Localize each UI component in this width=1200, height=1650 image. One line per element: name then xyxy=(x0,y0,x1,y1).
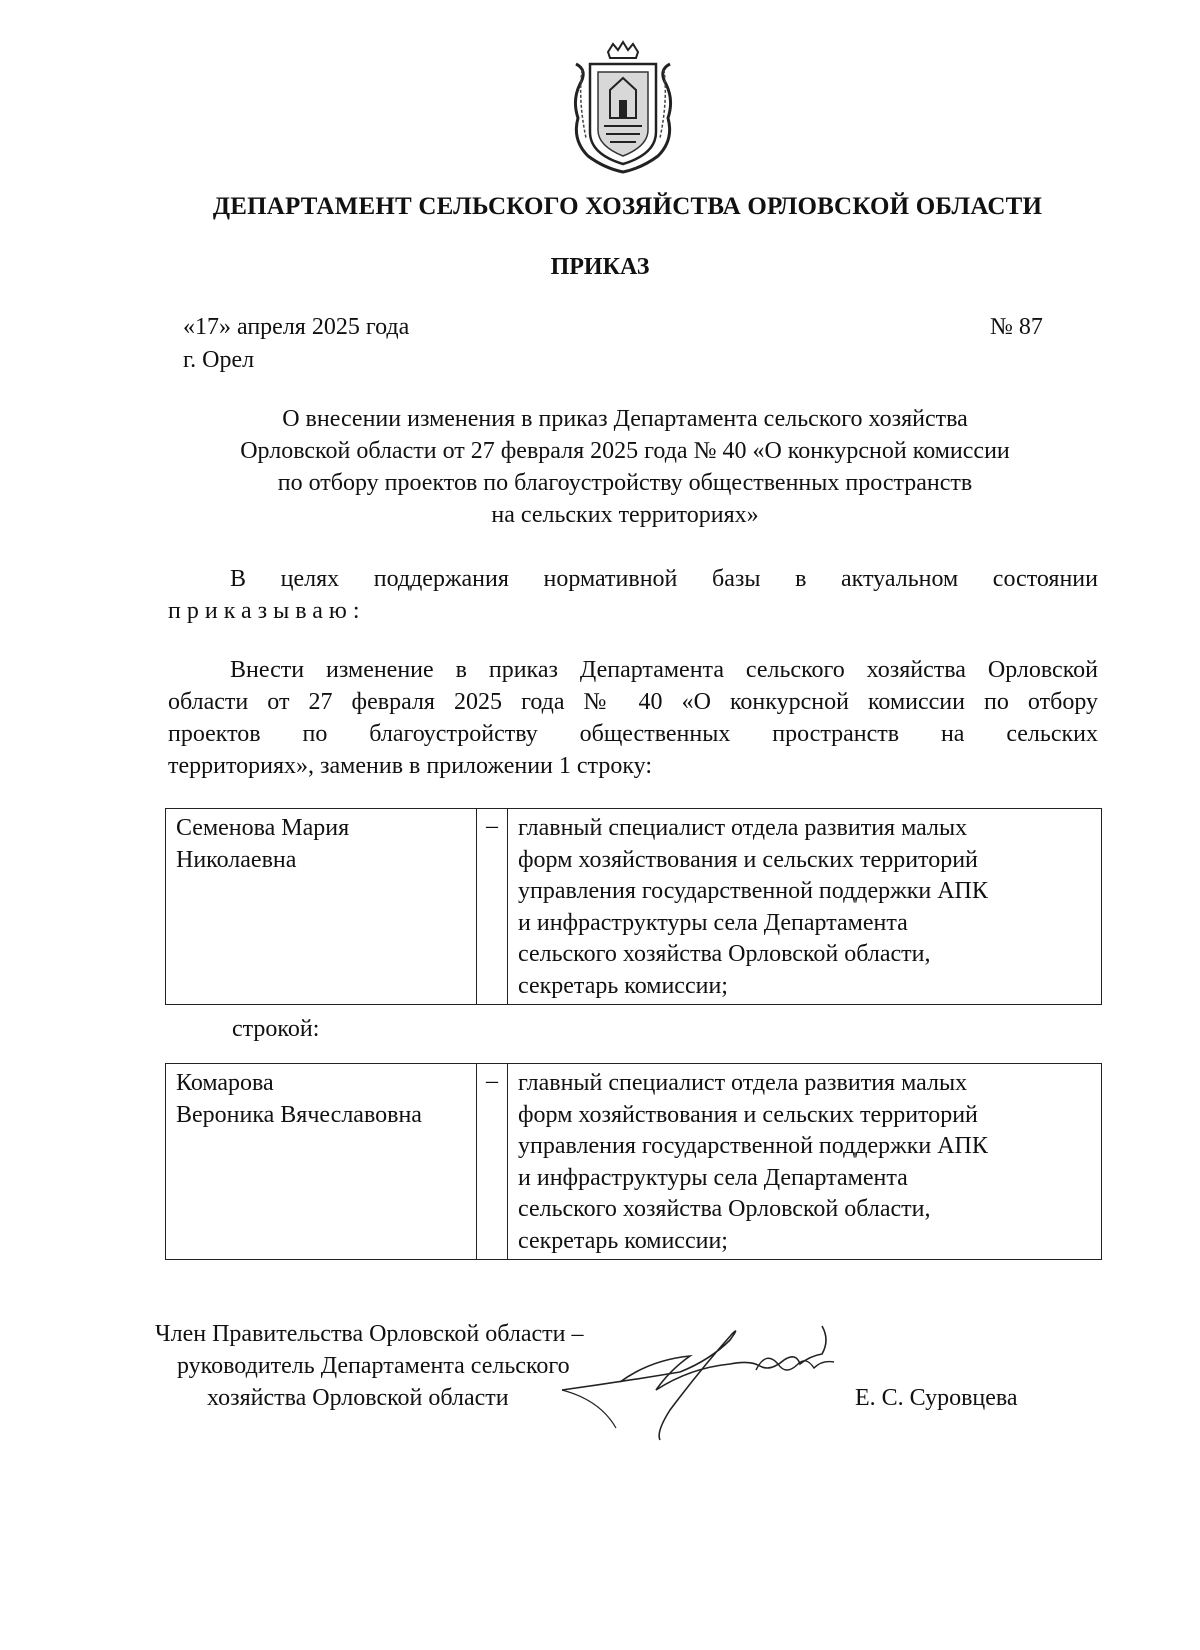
order-line: территориях», заменив в приложении 1 строку: xyxy=(168,753,652,779)
old-entry-role xyxy=(508,809,1102,1005)
preamble-line: В целях поддержания нормативной базы в актуальном состоянии xyxy=(230,566,1098,592)
new-entry-name xyxy=(166,1064,477,1260)
new-entry-dash: – xyxy=(477,1064,508,1260)
signature-icon xyxy=(560,1320,860,1450)
role-line: секретарь комиссии; xyxy=(518,972,728,999)
new-entry-role xyxy=(508,1064,1102,1260)
role-line: главный специалист отдела развития малых xyxy=(518,1070,968,1096)
coat-of-arms-icon xyxy=(568,40,678,175)
order-city: г. Орел xyxy=(183,347,255,373)
department-title: ДЕПАРТАМЕНТ СЕЛЬСКОГО ХОЗЯЙСТВА ОРЛОВСКОЙ ОБЛАСТИ xyxy=(212,193,1043,220)
signer-name: Е. С. Суровцева xyxy=(855,1385,1018,1411)
subject-line: на сельских территориях» xyxy=(491,502,759,528)
order-number: № 87 xyxy=(990,314,1043,340)
role-line: форм хозяйствования и сельских территорий xyxy=(518,1101,978,1128)
name-line: Вероника Вячеславовна xyxy=(176,1101,422,1128)
order-paragraph xyxy=(168,654,1098,782)
role-line: сельского хозяйства Орловской области, xyxy=(518,941,931,967)
name-line: Николаевна xyxy=(176,846,297,873)
order-line: проектов по благоустройству общественных пространств на сельских xyxy=(168,721,1098,747)
replacement-label: строкой: xyxy=(232,1016,320,1042)
subject-line: Орловской области от 27 февраля 2025 года № 40 «О конкурсной комиссии xyxy=(240,438,1010,464)
new-entry-table xyxy=(165,1063,1102,1260)
order-subject xyxy=(160,403,1090,531)
document-type: ПРИКАЗ xyxy=(550,254,650,280)
old-entry-dash: – xyxy=(477,809,508,1005)
role-line: главный специалист отдела развития малых xyxy=(518,815,968,841)
role-line: и инфраструктуры села Департамента xyxy=(518,909,908,936)
table-row xyxy=(166,1064,1102,1260)
role-line: сельского хозяйства Орловской области, xyxy=(518,1196,931,1222)
role-line: секретарь комиссии; xyxy=(518,1227,728,1254)
signer-position xyxy=(155,1318,583,1414)
role-line: и инфраструктуры села Департамента xyxy=(518,1164,908,1191)
preamble-paragraph xyxy=(168,563,1098,627)
role-line: управления государственной поддержки АПК xyxy=(518,1133,988,1159)
table-row xyxy=(166,809,1102,1005)
role-line: управления государственной поддержки АПК xyxy=(518,878,988,904)
old-entry-table xyxy=(165,808,1102,1005)
role-line: форм хозяйствования и сельских территорий xyxy=(518,846,978,873)
order-line: области от 27 февраля 2025 года № 40 «О конкурсной комиссии по отбору xyxy=(168,689,1098,715)
position-line: хозяйства Орловской области xyxy=(207,1385,509,1411)
position-line: Член Правительства Орловской области – xyxy=(155,1321,584,1347)
order-line: Внести изменение в приказ Департамента сельского хозяйства Орловской xyxy=(230,657,1098,683)
position-line: руководитель Департамента сельского xyxy=(177,1353,570,1379)
name-line: Комарова xyxy=(176,1070,274,1096)
old-entry-name xyxy=(166,809,477,1005)
subject-line: по отбору проектов по благоустройству общественных пространств xyxy=(277,470,973,496)
order-date: «17» апреля 2025 года xyxy=(183,314,410,340)
subject-line: О внесении изменения в приказ Департамента сельского хозяйства xyxy=(282,406,968,432)
name-line: Семенова Мария xyxy=(176,815,350,841)
order-verb: приказываю: xyxy=(168,598,366,624)
